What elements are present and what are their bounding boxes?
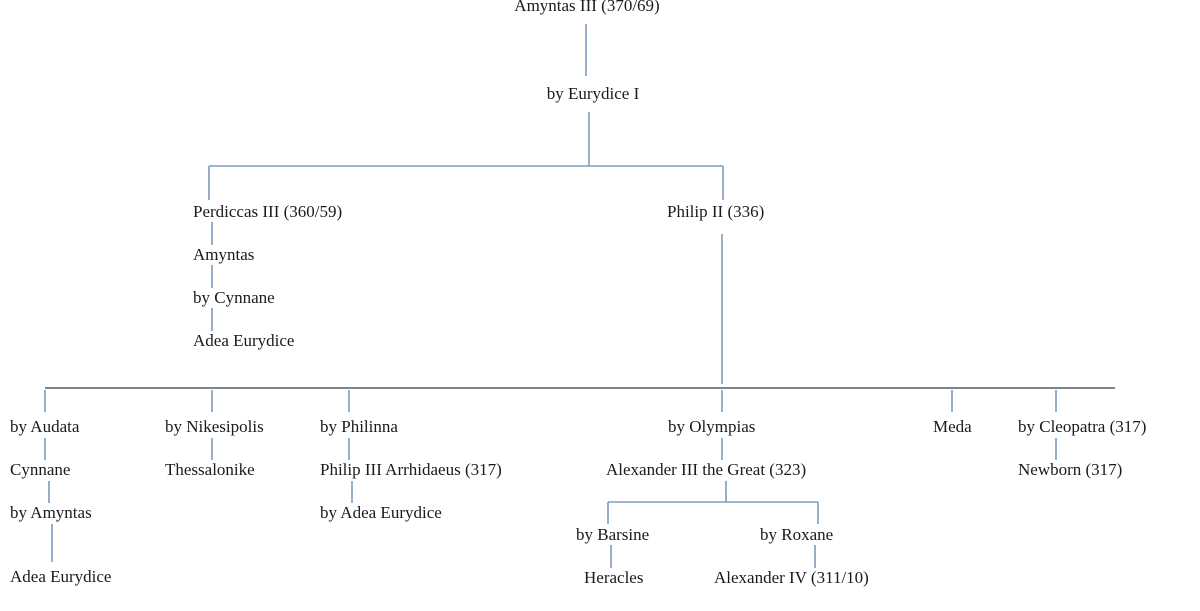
node-amyntas-iii: Amyntas III (370/69) bbox=[514, 0, 660, 15]
node-adea-eurydice-top: Adea Eurydice bbox=[193, 331, 295, 350]
node-philip-ii: Philip II (336) bbox=[667, 202, 765, 221]
node-cynnane: Cynnane bbox=[10, 460, 71, 479]
node-by-barsine: by Barsine bbox=[576, 525, 650, 544]
node-by-amyntas: by Amyntas bbox=[10, 503, 92, 522]
node-meda: Meda bbox=[933, 417, 972, 436]
node-by-audata: by Audata bbox=[10, 417, 80, 436]
node-heracles: Heracles bbox=[584, 568, 644, 587]
node-newborn: Newborn (317) bbox=[1018, 460, 1123, 479]
node-perdiccas-iii: Perdiccas III (360/59) bbox=[193, 202, 343, 221]
node-thessalonike: Thessalonike bbox=[165, 460, 255, 479]
node-by-eurydice-i: by Eurydice I bbox=[546, 84, 640, 103]
node-adea-eurydice-bottom: Adea Eurydice bbox=[10, 567, 112, 586]
node-philip-iii-arrhidaeus: Philip III Arrhidaeus (317) bbox=[320, 460, 502, 479]
node-amyntas: Amyntas bbox=[193, 245, 255, 264]
node-alexander-iii: Alexander III the Great (323) bbox=[606, 460, 807, 479]
node-by-adea-eurydice: by Adea Eurydice bbox=[320, 503, 442, 522]
node-by-olympias: by Olympias bbox=[668, 417, 756, 436]
node-by-cleopatra: by Cleopatra (317) bbox=[1018, 417, 1147, 436]
node-by-philinna: by Philinna bbox=[320, 417, 398, 436]
node-by-nikesipolis: by Nikesipolis bbox=[165, 417, 264, 436]
node-by-cynnane: by Cynnane bbox=[193, 288, 275, 307]
node-alexander-iv: Alexander IV (311/10) bbox=[714, 568, 869, 587]
node-by-roxane: by Roxane bbox=[760, 525, 834, 544]
